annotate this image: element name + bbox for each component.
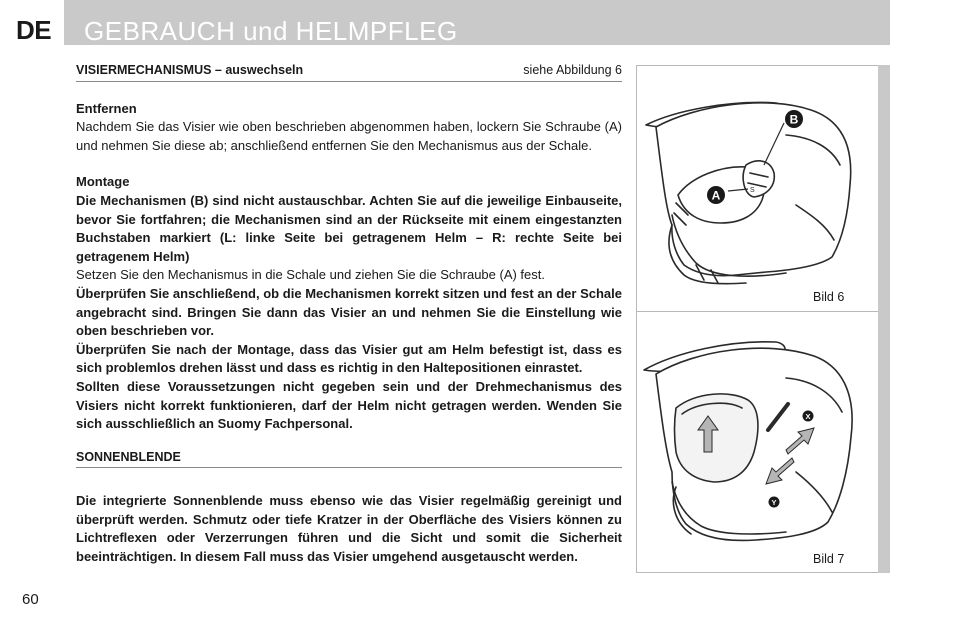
paragraph-montage-4: Überprüfen Sie nach der Montage, dass das Visier gut am Helm befestigt ist, dass es sich problemlos drehen lässt und dass es richtig in den Haltepositionen einrastet. <box>76 341 622 376</box>
main-text <box>76 61 622 567</box>
label-b: B <box>789 112 799 127</box>
header-bar <box>64 0 890 45</box>
paragraph-montage-5: Sollten diese Voraussetzungen nicht gegeben sein und der Drehmechanismus des Visiers nicht korrekt funktionieren, darf der Helm nicht getragen werden. Wenden Sie sich ausschließlich an Suomy Fachpersonal. <box>76 378 622 432</box>
figure-7-caption: Bild 7 <box>813 552 845 566</box>
paragraph-sonnenblende: Die integrierte Sonnenblende muss ebenso wie das Visier regelmäßig gereinigt und überprüft werden. Schmutz oder tiefe Kratzer in der Oberfläche des Visiers können zu Lichtreflexen oder Verzerrungen führen und die Sicht und somit die Sicherheit beeinträchtigen. In diesem Fall muss das Visier umgehend ausgetauscht werden. <box>76 493 622 565</box>
figure-panel <box>636 65 890 573</box>
figure-reference: siehe Abbildung 6 <box>523 63 622 77</box>
label-y: Y <box>771 497 777 507</box>
language-code: DE <box>16 15 52 45</box>
subheading-entfernen: Entfernen <box>76 100 137 116</box>
figure-side-bar <box>878 65 890 573</box>
figure-6-caption: Bild 6 <box>813 290 845 304</box>
helmet-figure-7 <box>636 312 878 573</box>
page-number: 60 <box>22 591 39 608</box>
paragraph-montage-2: Setzen Sie den Mechanismus in die Schale und ziehen Sie die Schraube (A) fest. <box>76 267 545 283</box>
helmet-figure-6 <box>636 65 878 311</box>
section-heading-visiermechanismus <box>76 61 622 82</box>
paragraph-montage-3: Überprüfen Sie anschließend, ob die Mechanismen korrekt sitzen und fest an der Schale angebracht sind. Bringen Sie dann das Visier an und nehmen Sie die Einstellung wie oben beschrieben vor. <box>76 285 622 339</box>
label-x: X <box>805 411 811 421</box>
section-heading-sonnenblende <box>76 448 622 469</box>
section-title: VISIERMECHANISMUS – auswechseln <box>76 63 304 77</box>
page-title: GEBRAUCH und HELMPFLEG <box>84 16 458 46</box>
paragraph-montage-1: Die Mechanismen (B) sind nicht austauschbar. Achten Sie auf die jeweilige Einbauseite, bevor Sie fortfahren; die Mechanismen sind an der Rückseite mit einem eingestanzten Buchstaben markiert (L: linke Seite bei getragenem Helm – R: rechte Seite bei getragenem Helm) <box>76 192 622 264</box>
subheading-montage: Montage <box>76 174 130 190</box>
section-title: SONNENBLENDE <box>76 449 181 464</box>
screw-letter: S <box>750 187 755 194</box>
paragraph-entfernen: Nachdem Sie das Visier wie oben beschrieben abgenommen haben, lockern Sie Schraube (A) und nehmen Sie diese ab; anschließend entfernen Sie den Mechanismus aus der Schale. <box>76 119 622 153</box>
label-a: A <box>711 188 721 203</box>
